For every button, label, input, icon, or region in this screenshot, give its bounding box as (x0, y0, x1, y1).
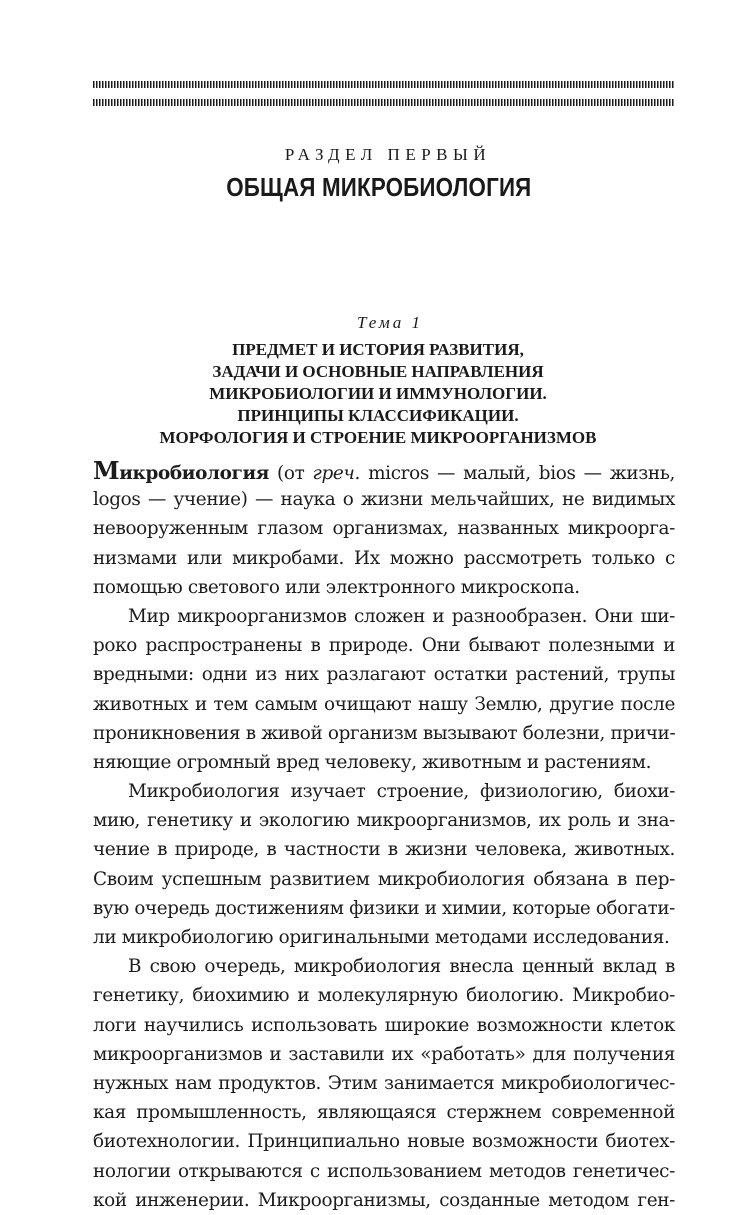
text-line: няющие огромный вред человеку, животным и растениям. (93, 751, 652, 773)
decorative-rule-top (93, 81, 675, 88)
text-line: чение в природе, в частности в жизни человека, животных. (93, 839, 675, 861)
text-line: биотехнологии. Принципиально новые возможности биотех- (93, 1131, 675, 1153)
text-line: роко распространены в природе. Они бывают полезными и (93, 635, 675, 657)
text-line: проникновения в живой организм вызывают болезни, причи- (93, 722, 676, 744)
text-line: вредными: одни из них разлагают остатки растений, трупы (93, 664, 675, 686)
topic-title-line: ПРЕДМЕТ И ИСТОРИЯ РАЗВИТИЯ, (232, 340, 524, 359)
text-line: ли микробиологию оригинальными методами исследования. (93, 927, 670, 948)
body-text (93, 456, 675, 1215)
paragraph-1-first-line (93, 456, 675, 485)
text-line: животных и тем самым очищают нашу Землю, другие после (93, 693, 675, 715)
italic-abbreviation: греч. (312, 463, 361, 484)
section-label: РАЗДЕЛ ПЕРВЫЙ (284, 145, 492, 164)
text-line: нологии открываются с использованием методов генетичес- (93, 1160, 675, 1182)
topic-title-line: МОРФОЛОГИЯ И СТРОЕНИЕ МИКРООРГАНИЗМОВ (159, 428, 597, 447)
text-line: микроорганизмов и заставили их «работать» для получения (93, 1043, 675, 1065)
text-line: генетику, биохимию и молекулярную биологию. Микробио- (93, 985, 675, 1007)
decorative-rule-bottom (93, 99, 675, 106)
topic-title-line: ЗАДАЧИ И ОСНОВНЫЕ НАПРАВЛЕНИЯ (212, 362, 544, 381)
text-line: Мир микроорганизмов сложен и разнообразен. Они ши- (128, 605, 675, 627)
text-fragment: micros — малый, bios — жизнь, (360, 463, 675, 484)
topic-title (0, 339, 756, 449)
text-line: В свою очередь, микробиология внесла ценный вклад в (128, 956, 675, 978)
text-line: помощью светового или электронного микроскопа. (93, 576, 580, 598)
lead-word-rest: икробиология (119, 463, 269, 484)
text-line: вую очередь достижениям физики и химии, которые обогати- (93, 897, 676, 919)
text-line: мию, генетику и экологию микроорганизмов, их роль и зна- (93, 810, 675, 832)
text-line: Микробиология изучает строение, физиологию, биохи- (128, 781, 675, 803)
text-line: низмами или микробами. Их можно рассмотреть только с (93, 547, 675, 569)
text-line: невооруженным глазом организмах, названных микроорга- (93, 518, 675, 540)
lead-word (93, 456, 269, 485)
text-line: нужных нам продуктов. Этим занимается микробиологичес- (93, 1072, 675, 1094)
text-line: logos — учение) — наука о жизни мельчайших, не видимых (93, 489, 675, 511)
text-fragment: (от (268, 463, 313, 484)
text-line: кая промышленность, являющаяся стержнем современной (93, 1102, 675, 1124)
topic-title-line: ПРИНЦИПЫ КЛАССИФИКАЦИИ. (237, 406, 519, 425)
drop-cap: М (93, 456, 120, 485)
text-line: Своим успешным развитием микробиология обязана в пер- (93, 868, 675, 890)
text-line: логи научились использовать широкие возможности клеток (93, 1014, 675, 1036)
topic-title-line: МИКРОБИОЛОГИИ И ИММУНОЛОГИИ. (209, 384, 547, 403)
topic-label: Тема 1 (356, 313, 424, 332)
section-title: ОБЩАЯ МИКРОБИОЛОГИЯ (226, 172, 532, 202)
text-line: кой инженерии. Микроорганизмы, созданные методом ген- (93, 1189, 675, 1211)
